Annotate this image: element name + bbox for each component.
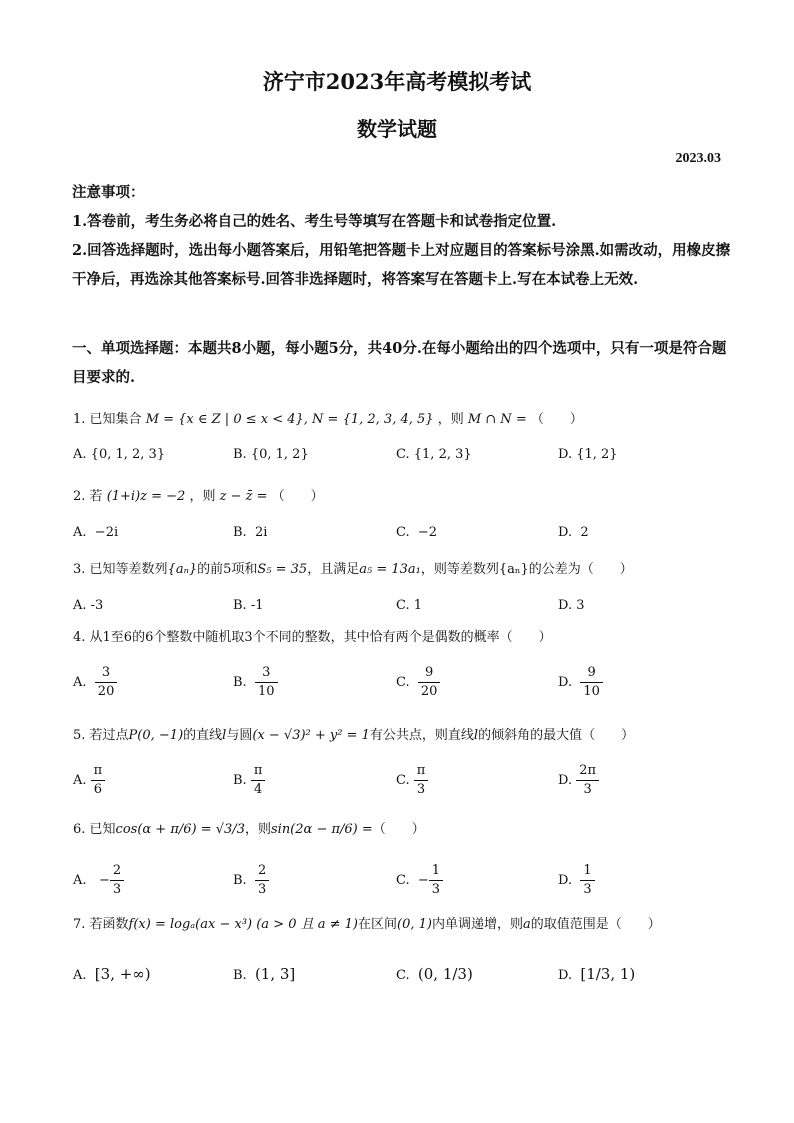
fraction-numerator: π bbox=[91, 762, 106, 781]
fraction-denominator: 10 bbox=[583, 684, 600, 699]
q5-option-d-label: D. bbox=[558, 773, 573, 788]
fraction-denominator: 3 bbox=[583, 782, 592, 797]
q7-option-a[interactable] bbox=[73, 965, 151, 983]
q5-option-a-label: A. bbox=[73, 773, 87, 788]
q2-math: (1+i)z = −2 bbox=[106, 489, 186, 504]
q2-end: （ ） bbox=[271, 489, 324, 504]
fraction-numerator: 1 bbox=[580, 862, 594, 881]
q1-end: （ ） bbox=[530, 412, 583, 427]
q5-end: 的倾斜角的最大值（ ） bbox=[478, 728, 635, 743]
fraction-numerator: π bbox=[251, 762, 266, 781]
q5-mid: 的直线 bbox=[183, 728, 223, 743]
q6-math: cos(α + π/6) = √3/3 bbox=[115, 822, 245, 837]
q5-option-c[interactable] bbox=[396, 762, 428, 799]
q3-option-b[interactable]: B. -1 bbox=[233, 598, 264, 613]
q6-option-a-fraction bbox=[110, 862, 124, 899]
q5-option-c-label: C. bbox=[396, 773, 410, 788]
q6-option-c[interactable] bbox=[396, 862, 443, 899]
q4-option-c[interactable] bbox=[396, 664, 440, 701]
q7-option-d-label: D. bbox=[558, 968, 573, 983]
q1-math2: M ∩ N = bbox=[467, 412, 527, 427]
q1-option-c[interactable] bbox=[396, 447, 472, 462]
q7-option-a-label: A. bbox=[73, 968, 87, 983]
fraction-denominator: 3 bbox=[416, 782, 426, 797]
q5-option-b[interactable] bbox=[233, 762, 265, 799]
fraction-denominator: 3 bbox=[431, 882, 441, 897]
fraction-numerator: 2π bbox=[576, 762, 599, 781]
q1-option-a-label: A. bbox=[73, 447, 87, 462]
q3-math: {aₙ} bbox=[167, 562, 198, 577]
q1-option-d-label: D. bbox=[558, 447, 573, 462]
exam-subtitle: 数学试题 bbox=[357, 117, 437, 141]
q3-prefix: 3. 已知等差数列 bbox=[73, 562, 168, 577]
q2-option-b-value: 2i bbox=[254, 525, 268, 540]
q6-option-a-label: A. bbox=[73, 873, 87, 888]
fraction-denominator: 10 bbox=[257, 684, 275, 699]
q7-option-b[interactable] bbox=[233, 965, 295, 983]
q6-option-a-sign: − bbox=[98, 873, 110, 888]
q5-option-b-fraction bbox=[251, 762, 266, 799]
fraction-numerator: 9 bbox=[418, 664, 441, 683]
q6-end: （ ） bbox=[372, 822, 425, 837]
q7-option-d[interactable] bbox=[558, 965, 635, 983]
q1-option-c-label: C. bbox=[396, 447, 410, 462]
q1-option-d-value: {1, 2} bbox=[576, 447, 618, 462]
q2-prefix: 2. 若 bbox=[73, 489, 103, 504]
q1-option-a-value: {0, 1, 2, 3} bbox=[90, 447, 166, 462]
q6-prefix: 6. 已知 bbox=[73, 822, 116, 837]
q4-option-b-label: B. bbox=[233, 675, 247, 690]
notice-item-2: 2.回答选择题时，选出每小题答案后，用铅笔把答题卡上对应题目的答案标号涂黑.如需改动，用橡皮擦干净后，再选涂其他答案标号.回答非选择题时，将答案写在答题卡上.写在本试卷上无效. bbox=[72, 242, 731, 288]
q7-mid: 在区间 bbox=[358, 917, 398, 932]
q6-option-d[interactable] bbox=[558, 862, 595, 899]
q5-option-a-fraction bbox=[91, 762, 106, 799]
q5-math3: (x − √3)² + y² = 1 bbox=[252, 728, 370, 743]
fraction-denominator: 3 bbox=[257, 882, 267, 897]
q4-option-c-fraction bbox=[418, 664, 441, 701]
q3-option-d[interactable]: D. 3 bbox=[558, 598, 585, 613]
q6-option-b-fraction bbox=[255, 862, 269, 899]
q3-mid: 的前5项和 bbox=[197, 562, 258, 577]
q3-option-c[interactable]: C. 1 bbox=[396, 598, 423, 613]
q1-option-b-value: {0, 1, 2} bbox=[250, 447, 309, 462]
q3-end: ，则等差数列{aₙ}的公差为（ ） bbox=[420, 562, 633, 577]
q5-math2: l bbox=[222, 728, 227, 743]
q1-prefix: 1. 已知集合 bbox=[73, 412, 142, 427]
q6-option-b[interactable] bbox=[233, 862, 269, 899]
q3-math2: S₅ = 35 bbox=[257, 562, 308, 577]
q5-math4: l bbox=[473, 728, 479, 743]
q2-option-a-value: −2i bbox=[94, 525, 119, 540]
fraction-denominator: 20 bbox=[420, 684, 438, 699]
question-7-stem bbox=[73, 914, 723, 936]
q7-end: 的取值范围是（ ） bbox=[530, 917, 661, 932]
fraction-numerator: 3 bbox=[255, 664, 278, 683]
q5-mid2: 与圆 bbox=[226, 728, 253, 743]
q4-option-d-label: D. bbox=[558, 675, 573, 690]
fraction-numerator: 2 bbox=[255, 862, 269, 881]
exam-date: 2023.03 bbox=[675, 151, 721, 166]
q6-math2: sin(2α − π/6) = bbox=[270, 822, 373, 837]
q7-option-a-value: [3, +∞) bbox=[94, 965, 151, 983]
q4-option-c-label: C. bbox=[396, 675, 410, 690]
q6-option-d-label: D. bbox=[558, 873, 573, 888]
question-3-stem bbox=[73, 559, 723, 581]
fraction-denominator: 4 bbox=[253, 782, 263, 797]
q1-suffix: ，则 bbox=[437, 412, 464, 427]
q2-option-c[interactable] bbox=[396, 525, 437, 540]
q6-option-c-fraction bbox=[429, 862, 443, 899]
q1-math: M = {x ∈ Z | 0 ≤ x < 4}, N = {1, 2, 3, 4, 5} bbox=[145, 412, 434, 427]
q4-option-a[interactable] bbox=[73, 664, 117, 701]
q7-mid2: 内单调递增，则 bbox=[431, 917, 523, 932]
q5-option-c-fraction bbox=[414, 762, 429, 799]
q1-option-b-label: B. bbox=[233, 447, 247, 462]
q2-option-d[interactable] bbox=[558, 525, 589, 540]
q1-option-a[interactable] bbox=[73, 447, 165, 462]
q2-option-b[interactable] bbox=[233, 525, 267, 540]
q7-prefix: 7. 若函数 bbox=[73, 917, 129, 932]
q7-option-c[interactable] bbox=[396, 965, 473, 983]
q3-mid2: ，且满足 bbox=[307, 562, 360, 577]
q2-suffix: ，则 bbox=[189, 489, 216, 504]
fraction-numerator: 1 bbox=[429, 862, 443, 881]
q7-option-c-label: C. bbox=[396, 968, 410, 983]
q4-option-a-label: A. bbox=[73, 675, 87, 690]
question-2-stem bbox=[73, 486, 723, 508]
q1-option-c-value: {1, 2, 3} bbox=[413, 447, 472, 462]
fraction-denominator: 3 bbox=[583, 882, 592, 897]
fraction-numerator: 2 bbox=[110, 862, 124, 881]
q7-math3: a bbox=[523, 917, 531, 932]
q5-mid3: 有公共点，则直线 bbox=[369, 728, 474, 743]
q6-option-c-label: C. bbox=[396, 873, 410, 888]
q7-math2: (0, 1) bbox=[397, 917, 432, 932]
exam-title: 济宁市2023年高考模拟考试 bbox=[262, 69, 532, 94]
q7-option-b-value: (1, 3] bbox=[254, 965, 296, 983]
q2-math2: z − z̄ = bbox=[219, 489, 268, 504]
fraction-numerator: 9 bbox=[580, 664, 603, 683]
q4-option-a-fraction bbox=[95, 664, 118, 701]
fraction-denominator: 6 bbox=[93, 782, 103, 797]
q3-option-a[interactable]: A. -3 bbox=[73, 598, 104, 613]
q2-option-a[interactable] bbox=[73, 525, 118, 540]
q2-option-a-label: A. bbox=[73, 525, 87, 540]
q5-option-d-fraction bbox=[576, 762, 599, 799]
q2-option-d-label: D. bbox=[558, 525, 573, 540]
q5-option-d[interactable] bbox=[558, 762, 599, 799]
q5-option-a[interactable] bbox=[73, 762, 105, 799]
q1-option-d[interactable] bbox=[558, 447, 618, 462]
q4-option-b[interactable] bbox=[233, 664, 278, 701]
q7-option-c-value: (0, 1/3) bbox=[417, 965, 473, 983]
q6-option-d-fraction bbox=[580, 862, 594, 899]
q7-option-b-label: B. bbox=[233, 968, 247, 983]
fraction-denominator: 3 bbox=[112, 882, 122, 897]
q7-option-d-value: [1/3, 1) bbox=[580, 965, 636, 983]
q4-option-d[interactable] bbox=[558, 664, 603, 701]
q6-option-b-label: B. bbox=[233, 873, 247, 888]
q4-option-b-fraction bbox=[255, 664, 278, 701]
q6-option-c-sign: − bbox=[417, 873, 429, 888]
q2-option-d-value: 2 bbox=[580, 525, 589, 540]
notice-item-1: 1.答卷前，考生务必将自己的姓名、考生号等填写在答题卡和试卷指定位置. bbox=[72, 213, 557, 230]
q7-math: f(x) = logₐ(ax − x³) (a > 0 且 a ≠ 1) bbox=[128, 917, 359, 932]
q4-option-d-fraction bbox=[580, 664, 603, 701]
section-heading: 一、单项选择题：本题共8小题，每小题5分，共40分.在每小题给出的四个选项中，只有一项是符合题目要求的. bbox=[72, 340, 727, 386]
q6-option-a[interactable] bbox=[73, 862, 124, 899]
q3-math3: a₅ = 13a₁ bbox=[359, 562, 421, 577]
q2-option-b-label: B. bbox=[233, 525, 247, 540]
q5-math: P(0, −1) bbox=[128, 728, 184, 743]
q5-option-b-label: B. bbox=[233, 773, 247, 788]
question-1-stem bbox=[73, 409, 723, 431]
question-4-stem: 4. 从1至6的6个整数中随机取3个不同的整数，其中恰有两个是偶数的概率（ ） bbox=[73, 630, 552, 645]
q2-option-c-value: −2 bbox=[417, 525, 438, 540]
question-5-stem bbox=[73, 725, 723, 747]
fraction-numerator: 3 bbox=[95, 664, 118, 683]
q6-suffix: ，则 bbox=[244, 822, 271, 837]
notice-heading: 注意事项： bbox=[72, 184, 145, 201]
question-6-stem bbox=[73, 819, 723, 841]
q2-option-c-label: C. bbox=[396, 525, 410, 540]
fraction-numerator: π bbox=[414, 762, 429, 781]
q5-prefix: 5. 若过点 bbox=[73, 728, 129, 743]
q1-option-b[interactable] bbox=[233, 447, 309, 462]
fraction-denominator: 20 bbox=[97, 684, 115, 699]
